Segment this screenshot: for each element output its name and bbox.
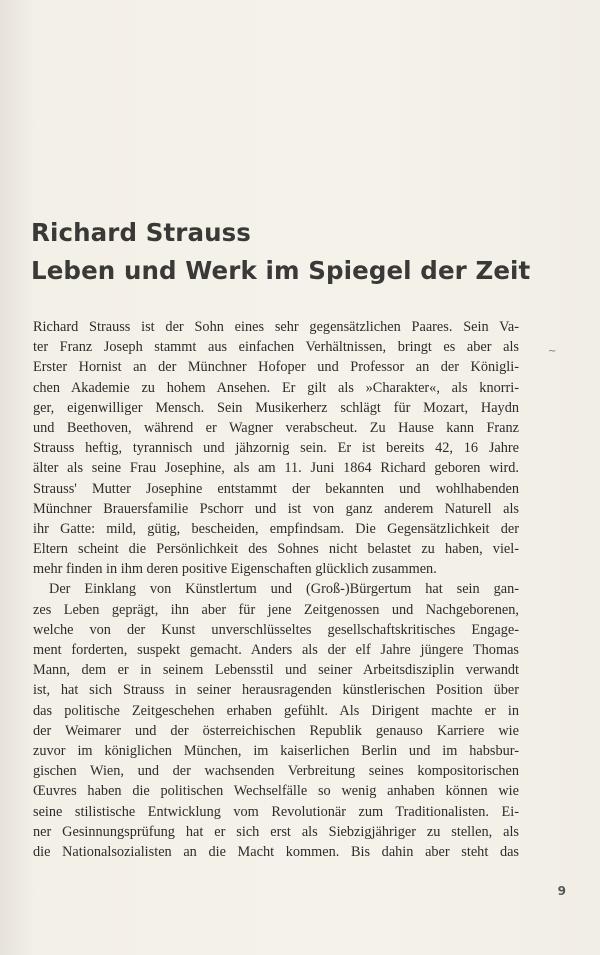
text-line: chen Akademie zu hohem Ansehen. Er gilt als »Charakter«, als knorri- bbox=[33, 379, 519, 396]
text-line: Mann, dem er in seinem Lebensstil und seiner Arbeitsdisziplin verwandt bbox=[33, 662, 519, 679]
text-line: ist, hat sich Strauss in seiner herausragenden künstlerischen Position über bbox=[33, 682, 519, 699]
text-line: das politische Zeitgeschehen erhaben gefühlt. Als Dirigent machte er in bbox=[33, 702, 519, 719]
text-line: seine stilistische Entwicklung vom Revolutionär zum Traditionalisten. Ei- bbox=[33, 803, 519, 820]
text-line: ner Gesinnungsprüfung hat er sich erst als Siebzigjähriger zu stellen, als bbox=[33, 823, 519, 840]
text-line: ment forderten, suspekt gemacht. Anders als der elf Jahre jüngere Thomas bbox=[33, 642, 519, 658]
text-line: ger, eigenwilliger Mensch. Sein Musikerherz schlägt für Mozart, Haydn bbox=[33, 399, 519, 416]
text-line: zes Leben geprägt, ihn aber für jene Zeitgenossen und Nachgeborenen, bbox=[33, 601, 519, 618]
text-line: und Beethoven, während er Wagner verabscheut. Zu Hause kann Franz bbox=[33, 419, 519, 436]
text-line: Eltern scheint die Persönlichkeit des Sohnes nicht belastet zu haben, viel- bbox=[33, 541, 519, 558]
text-line: Erster Hornist an der Münchner Hofoper und Professor an der Königli- bbox=[33, 359, 519, 376]
text-line: welche von der Kunst unverschlüsseltes gesellschaftskritisches Engage- bbox=[33, 621, 519, 638]
text-line: der Weimarer und der österreichischen Republik genauso Karriere wie bbox=[33, 722, 519, 739]
text-line: ihr Gatte: mild, gütig, bescheiden, empfindsam. Die Gegensätzlichkeit der bbox=[33, 520, 519, 537]
text-line: Strauss' Mutter Josephine entstammt der bekannten und wohlhabenden bbox=[33, 480, 519, 497]
text-line: ter Franz Joseph stammt aus einfachen Verhältnissen, bringt es aber als bbox=[33, 339, 519, 356]
page-number: 9 bbox=[557, 884, 566, 898]
body-paragraphs bbox=[33, 317, 519, 862]
text-line: Strauss heftig, tyrannisch und jähzornig sein. Er ist bereits 42, 16 Jahre bbox=[33, 440, 519, 457]
text-line: die Nationalsozialisten an die Macht kommen. Bis dahin aber steht das bbox=[33, 843, 519, 860]
text-line: gischen Wien, und der wachsenden Verbreitung seines kompositorischen bbox=[33, 763, 519, 780]
text-line: älter als seine Frau Josephine, als am 11. Juni 1864 Richard geboren wird. bbox=[33, 460, 519, 477]
text-line: Richard Strauss ist der Sohn eines sehr gegensätzlichen Paares. Sein Va- bbox=[33, 319, 519, 335]
margin-pencil-mark: ~ bbox=[548, 346, 557, 357]
text-line: zuvor im königlichen München, im kaiserlichen Berlin und im habsbur- bbox=[33, 742, 519, 759]
chapter-heading bbox=[31, 214, 530, 290]
chapter-heading-line-2: Leben und Werk im Spiegel der Zeit bbox=[31, 256, 531, 285]
text-line: Der Einklang von Künstlertum und (Groß-)Bürgertum hat sein gan- bbox=[49, 581, 519, 598]
text-line: Münchner Brauersfamilie Pschorr und ist von ganz anderem Naturell als bbox=[33, 500, 519, 517]
chapter-heading-line-1: Richard Strauss bbox=[31, 218, 251, 247]
text-line: Œuvres haben die politischen Wechselfälle so wenig anhaben können wie bbox=[33, 783, 519, 800]
text-line: mehr finden in ihm deren positive Eigenschaften glücklich zusammen. bbox=[33, 561, 437, 578]
